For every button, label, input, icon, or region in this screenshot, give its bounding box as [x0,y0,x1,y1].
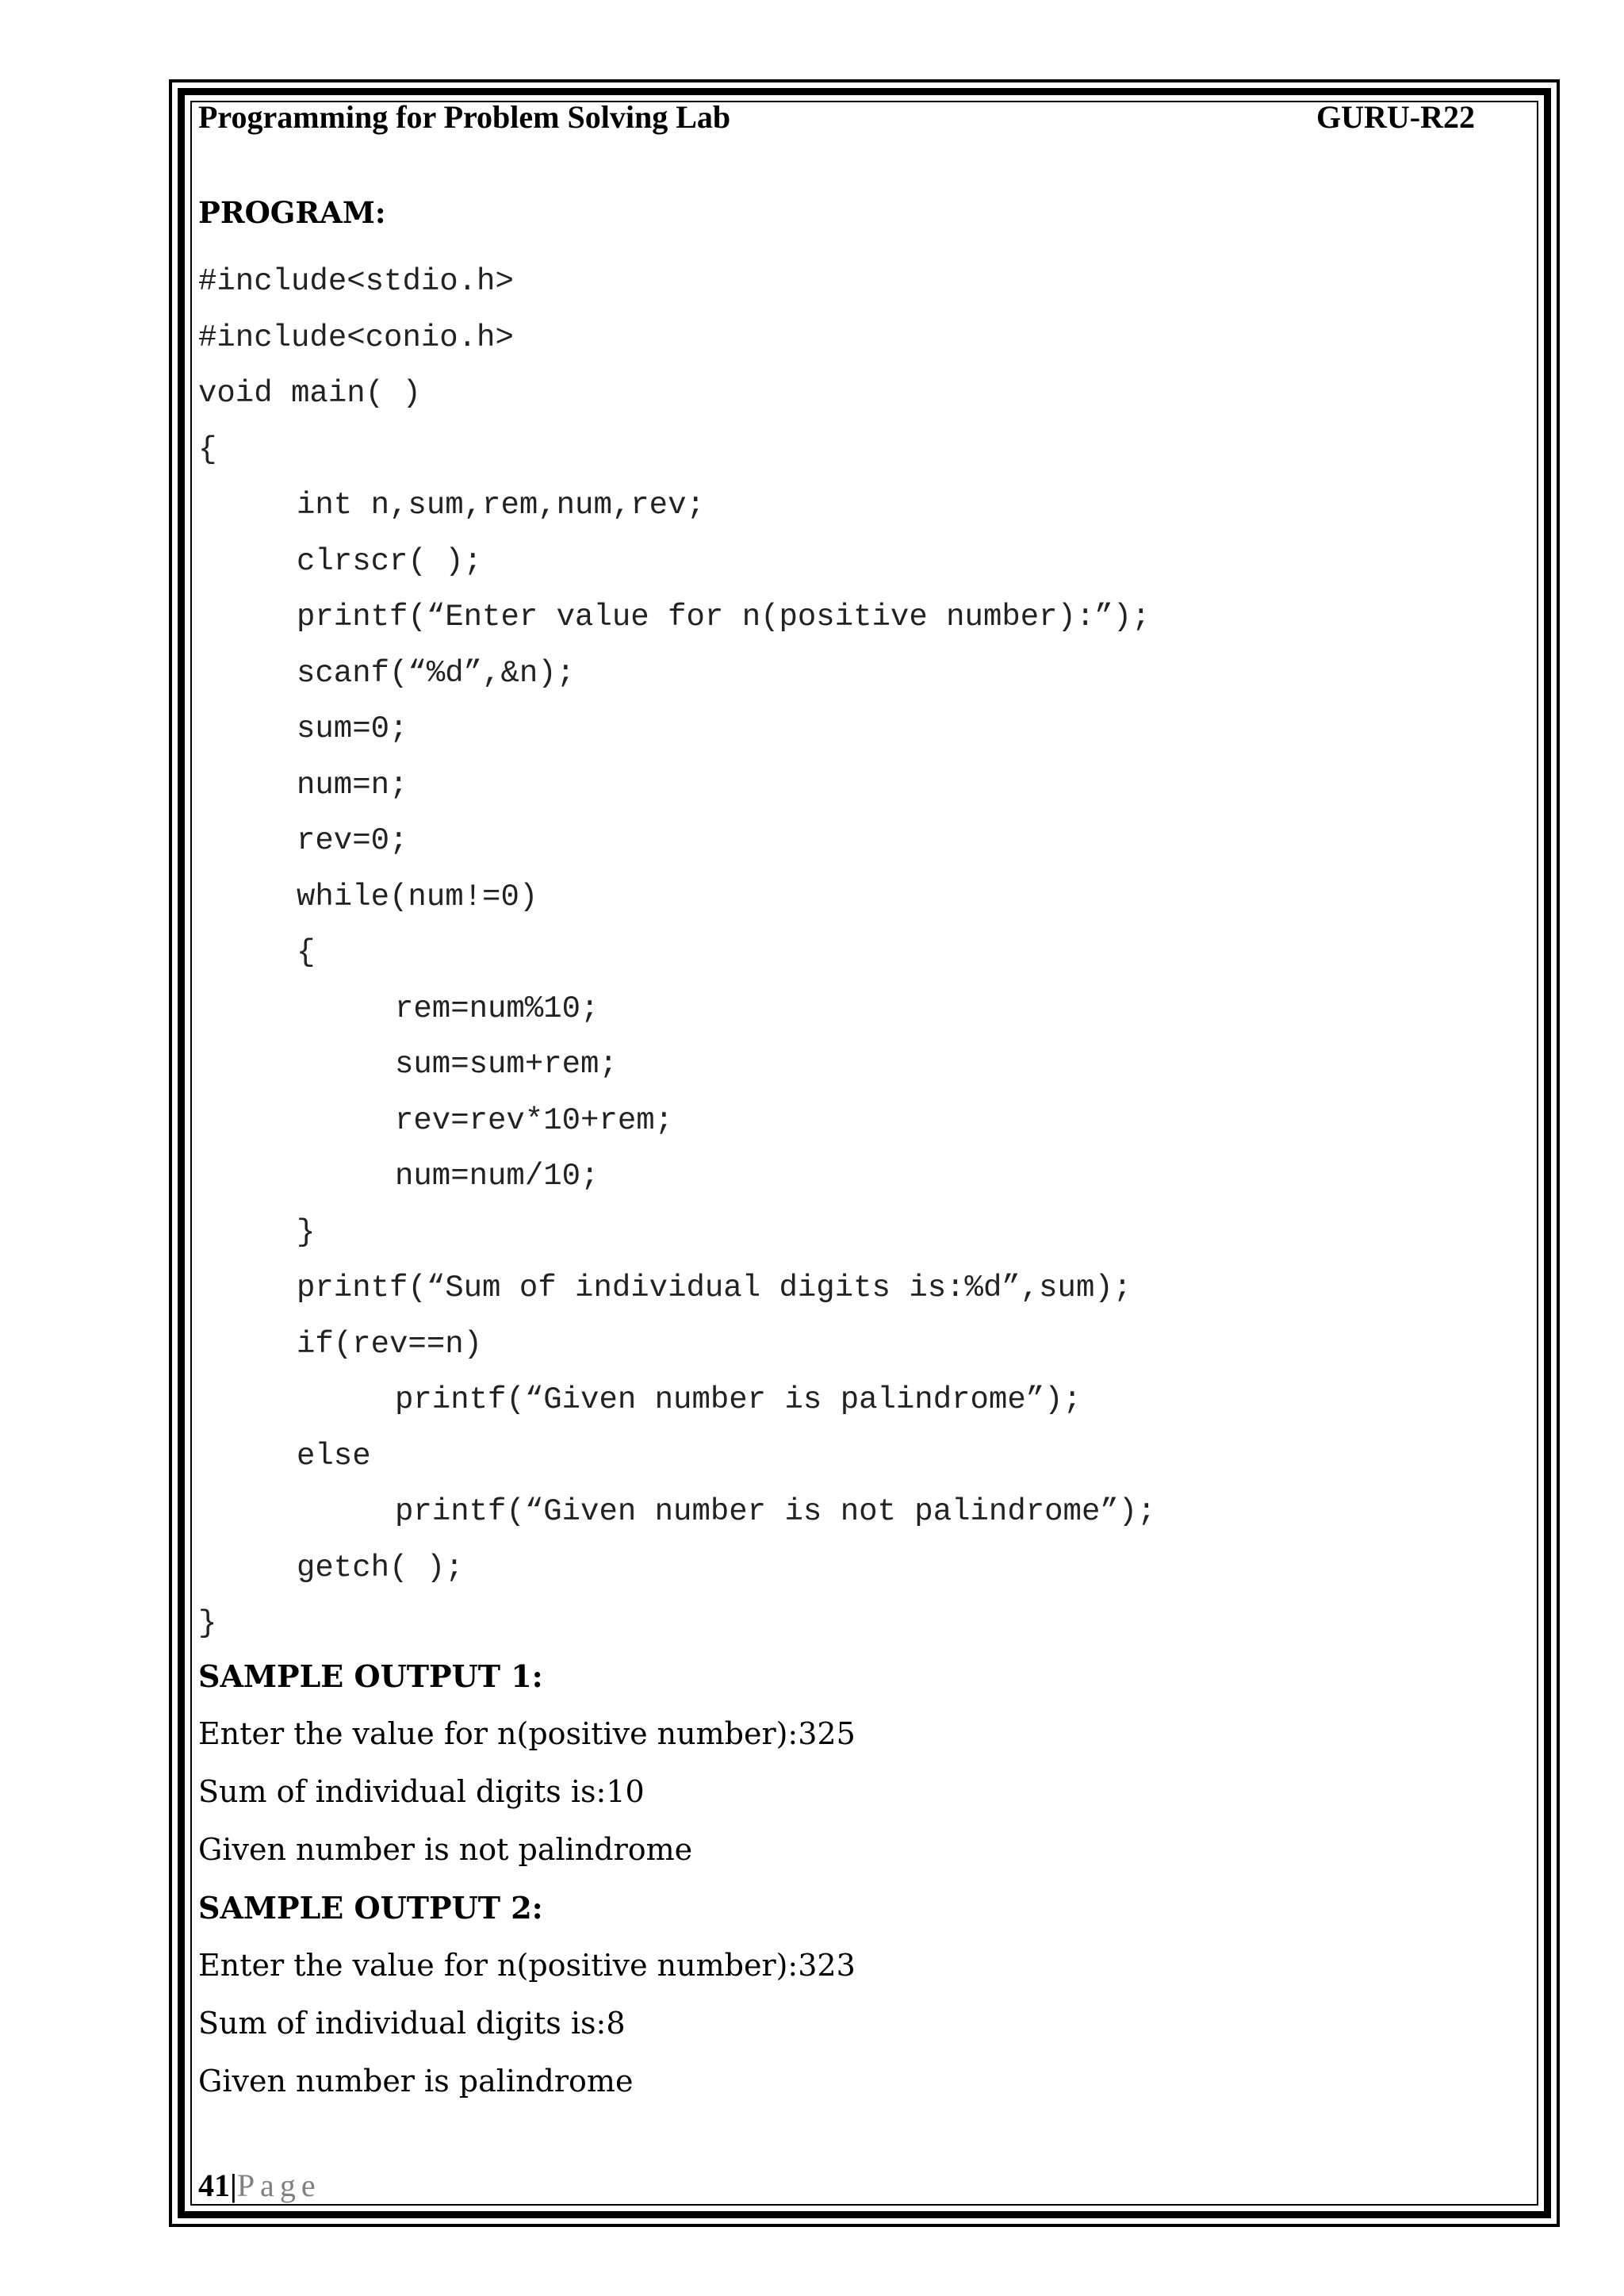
document-code: GURU-R22 [1316,99,1475,135]
code-line: printf(“Given number is palindrome”); [395,1382,1082,1417]
code-line: num=n; [297,767,408,803]
sample-output-line: Given number is palindrome [198,2064,634,2099]
code-line: printf(“Given number is not palindrome”); [395,1494,1156,1529]
code-line: #include<conio.h> [198,320,514,355]
code-line: rev=rev*10+rem; [395,1102,674,1138]
code-line: getch( ); [297,1550,464,1585]
code-line: scanf(“%d”,&n); [297,655,576,691]
code-line: } [297,1214,316,1250]
sample-output-line: Sum of individual digits is:8 [198,2006,626,2041]
code-line: sum=0; [297,711,408,746]
code-line: } [198,1606,217,1641]
page-footer [198,2167,321,2204]
code-line: num=num/10; [395,1159,599,1194]
code-line: else [297,1438,371,1474]
page-label: Page [236,2168,321,2203]
code-block [198,254,1156,1652]
sample-output-heading: SAMPLE OUTPUT 1: [198,1658,543,1694]
document-title: Programming for Problem Solving Lab [198,99,731,135]
code-line: { [198,431,217,467]
page-separator: | [230,2168,237,2203]
page-number: 41 [198,2168,230,2203]
code-line: printf(“Enter value for n(positive number):”); [297,600,1151,634]
code-line: clrscr( ); [297,543,483,579]
program-heading: PROGRAM: [198,195,386,230]
sample-outputs [198,1647,856,2110]
sample-output-heading: SAMPLE OUTPUT 2: [198,1890,543,1926]
sample-output-line: Enter the value for n(positive number):323 [198,1948,856,1983]
sample-output-line: Enter the value for n(positive number):325 [198,1716,856,1751]
code-line: rev=0; [297,823,408,858]
code-line: if(rev==n) [297,1326,483,1362]
code-line: rem=num%10; [395,991,599,1026]
code-line: { [297,935,316,970]
code-line: sum=sum+rem; [395,1047,618,1082]
code-line: void main( ) [198,376,421,411]
sample-output-line: Sum of individual digits is:10 [198,1774,645,1809]
code-line: printf(“Sum of individual digits is:%d”,sum); [297,1271,1132,1305]
code-line: while(num!=0) [297,879,538,914]
code-line: int n,sum,rem,num,rev; [297,488,705,523]
code-line: #include<stdio.h> [198,264,514,299]
sample-output-line: Given number is not palindrome [198,1832,693,1867]
